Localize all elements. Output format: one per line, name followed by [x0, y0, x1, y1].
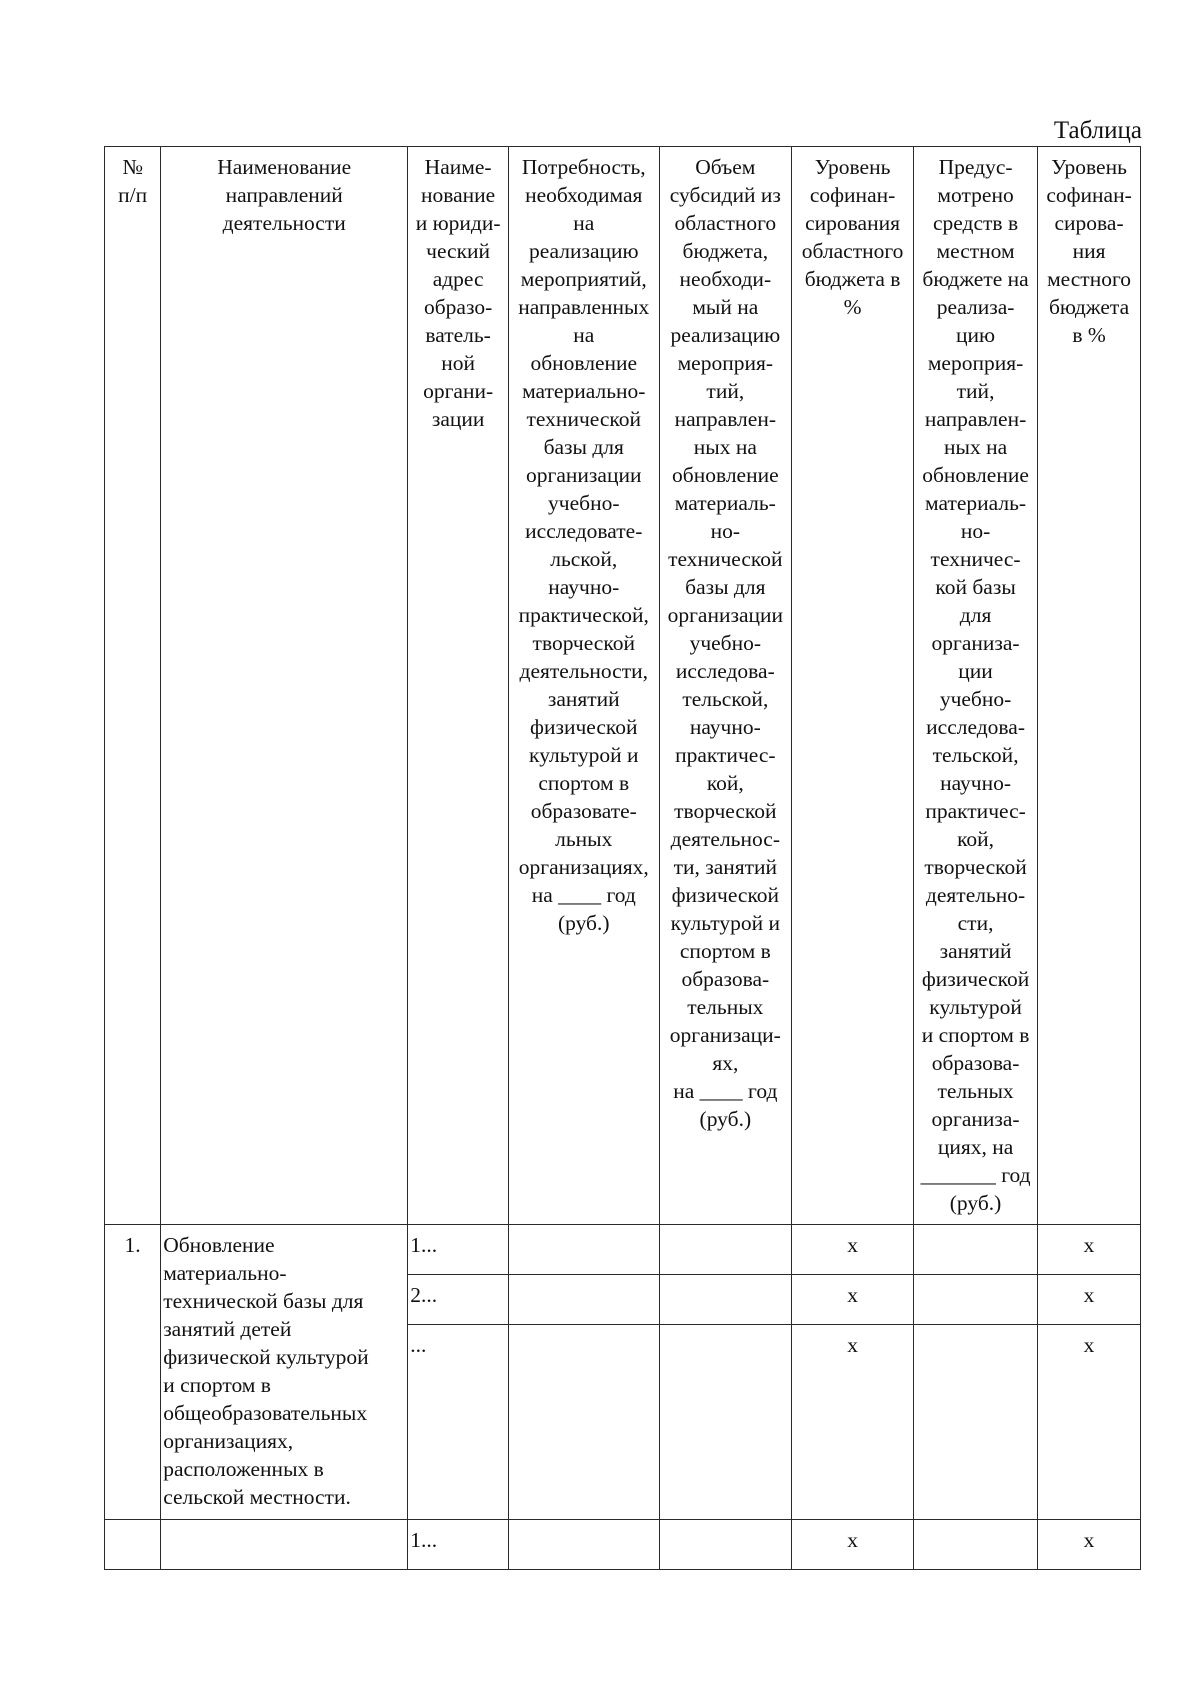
subsidy-cell	[659, 1520, 792, 1570]
header-local-cofinancing: Уровень софинан- сирова- ния местного бюджета в %	[1038, 147, 1141, 1225]
need-cell	[508, 1225, 659, 1275]
subsidy-cell	[659, 1225, 792, 1275]
direction-name	[161, 1520, 408, 1570]
local-level-cell: x	[1038, 1325, 1141, 1520]
direction-name: Обновление материально- технической базы для занятий детей физической культурой и спортом в общеобразовательных организациях, расположенных в сельской местности.	[161, 1225, 408, 1520]
org-cell: ...	[408, 1325, 509, 1520]
need-cell	[508, 1520, 659, 1570]
table-caption: Таблица	[1053, 117, 1142, 144]
subsidy-cell	[659, 1275, 792, 1325]
local-level-cell: x	[1038, 1225, 1141, 1275]
regional-level-cell: x	[792, 1520, 914, 1570]
regional-level-cell: x	[792, 1225, 914, 1275]
local-funds-cell	[914, 1520, 1038, 1570]
need-cell	[508, 1275, 659, 1325]
local-level-cell: x	[1038, 1275, 1141, 1325]
regional-level-cell: x	[792, 1325, 914, 1520]
table-row	[105, 1225, 1141, 1275]
local-funds-cell	[914, 1275, 1038, 1325]
header-row	[105, 147, 1141, 1225]
header-organization: Наиме- нование и юриди- ческий адрес образо- ватель- ной органи- зации	[408, 147, 509, 1225]
need-cell	[508, 1325, 659, 1520]
table-row	[105, 1520, 1141, 1570]
header-regional-cofinancing: Уровень софинан- сирования областного бюджета в %	[792, 147, 914, 1225]
local-funds-cell	[914, 1325, 1038, 1520]
org-cell: 2...	[408, 1275, 509, 1325]
header-need: Потребность, необходимая на реализацию мероприятий, направленных на обновление материально- технической базы для организации учебно- исследовате- льской, научно- практической, творческой деятельности, занятий физической культурой и спортом в образовате- льных организациях, на ____ год (руб.)	[508, 147, 659, 1225]
row-number	[105, 1520, 161, 1570]
org-cell: 1...	[408, 1225, 509, 1275]
header-directions: Наименование направлений деятельности	[161, 147, 408, 1225]
header-number: № п/п	[105, 147, 161, 1225]
subsidy-cell	[659, 1325, 792, 1520]
local-funds-cell	[914, 1225, 1038, 1275]
row-number: 1.	[105, 1225, 161, 1520]
local-level-cell: x	[1038, 1520, 1141, 1570]
header-subsidy-volume: Объем субсидий из областного бюджета, необходи- мый на реализацию мероприя- тий, направлен- ных на обновление материаль- но- технической базы для организации учебно- исследова- тельской, научно- практичес- кой, творческой деятельнос- ти, занятий физической культурой и спортом в образова- тельных организаци- ях, на ____ год (руб.)	[659, 147, 792, 1225]
subsidy-table	[104, 146, 1141, 1570]
regional-level-cell: x	[792, 1275, 914, 1325]
header-local-funds: Предус- мотрено средств в местном бюджете на реализа- цию мероприя- тий, направлен- ных на обновление материаль- но- техничес- кой базы для организа- ции учебно- исследова- тельской, научно- практичес- кой, творческой деятельно- сти, занятий физической культурой и спортом в образова- тельных организа- циях, на _______ год (руб.)	[914, 147, 1038, 1225]
org-cell: 1...	[408, 1520, 509, 1570]
